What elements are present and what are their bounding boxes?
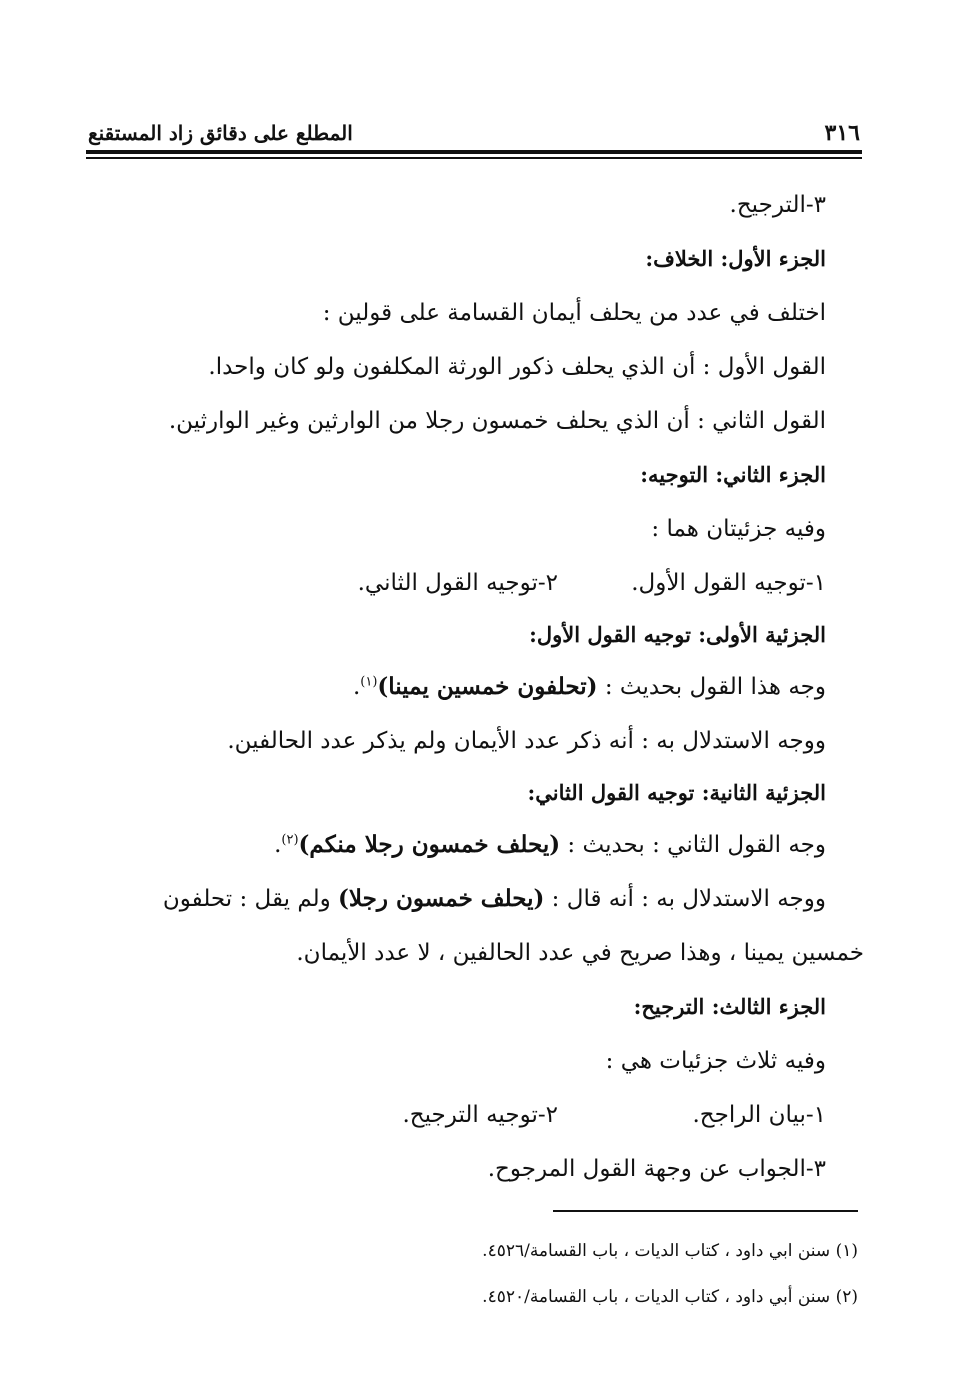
text-line: ٣-الترجيح. (729, 192, 826, 218)
text-span: وجه القول الثاني : بحديث : (560, 832, 826, 858)
list-item: ٢-توجيه الترجيح. (402, 1102, 558, 1128)
section-heading: الجزء الثاني: التوجيه: (640, 462, 826, 487)
hadith-quote: (تحلفون خمسين يمينا) (377, 673, 598, 700)
footnote: (١) سنن ابي داود ، كتاب الديات ، باب القسامة/٤٥٢٦. (482, 1241, 858, 1261)
footnote: (٢) سنن أبي داود ، كتاب الديات ، باب القسامة/٤٥٢٠. (482, 1287, 858, 1307)
text-line: ووجه الاستدلال به : أنه ذكر عدد الأيمان ولم يذكر عدد الحالفين. (227, 728, 826, 754)
header-rule-thick (86, 150, 862, 154)
text-line: ٣-الجواب عن وجهة القول المرجوح. (487, 1156, 826, 1182)
text-line: وفيه جزئيتان هما : (651, 516, 826, 542)
footnotes (158, 1228, 858, 1320)
page-number: ٣١٦ (824, 120, 860, 146)
list-item: ١-بيان الراجح. (692, 1102, 826, 1128)
text-line: خمسين يمينا ، وهذا صريح في عدد الحالفين ، لا عدد الأيمان. (296, 940, 864, 966)
hadith-quote: (يحلف خمسون رجلا) (338, 885, 545, 912)
text-line: اختلف في عدد من يحلف أيمان القسامة على قولين : (322, 300, 826, 326)
page-body (86, 178, 864, 1196)
text-line: القول الثاني : أن الذي يحلف خمسون رجلا من الوارثين وغير الوارثين. (168, 408, 826, 434)
text-line (86, 660, 826, 714)
two-column-line (86, 556, 826, 610)
subsection-heading: الجزئية الأولى: توجيه القول الأول: (529, 622, 826, 647)
text-line: القول الأول : أن الذي يحلف ذكور الورثة المكلفون ولو كان واحدا. (208, 354, 826, 380)
text-line (86, 818, 826, 872)
hadith-quote: (يحلف خمسون رجلا منكم) (298, 831, 561, 858)
two-column-line (86, 1088, 826, 1142)
subsection-heading: الجزئية الثانية: توجيه القول الثاني: (527, 780, 826, 805)
list-item: ٢-توجيه القول الثاني. (357, 570, 558, 596)
list-item: ١-توجيه القول الأول. (631, 570, 826, 596)
book-title: المطلع على دقائق زاد المستقنع (88, 121, 353, 145)
text-span: ولم يقل : تحلفون (162, 886, 339, 912)
text-line (96, 872, 826, 926)
text-span: . (352, 674, 361, 700)
section-heading: الجزء الأول: الخلاف: (645, 246, 826, 271)
section-heading: الجزء الثالث: الترجيح: (633, 994, 826, 1019)
page-header (88, 118, 860, 148)
header-rule-thin (86, 157, 862, 159)
footnote-separator (553, 1210, 858, 1212)
text-line: وفيه ثلاث جزئيات هي : (605, 1048, 826, 1074)
text-span: ووجه الاستدلال به : أنه قال : (544, 886, 826, 912)
footnote-ref: (٢) (281, 832, 299, 848)
text-span: . (274, 832, 282, 858)
text-span: وجه هذا القول بحديث : (597, 674, 826, 700)
footnote-ref: (١) (360, 674, 378, 690)
